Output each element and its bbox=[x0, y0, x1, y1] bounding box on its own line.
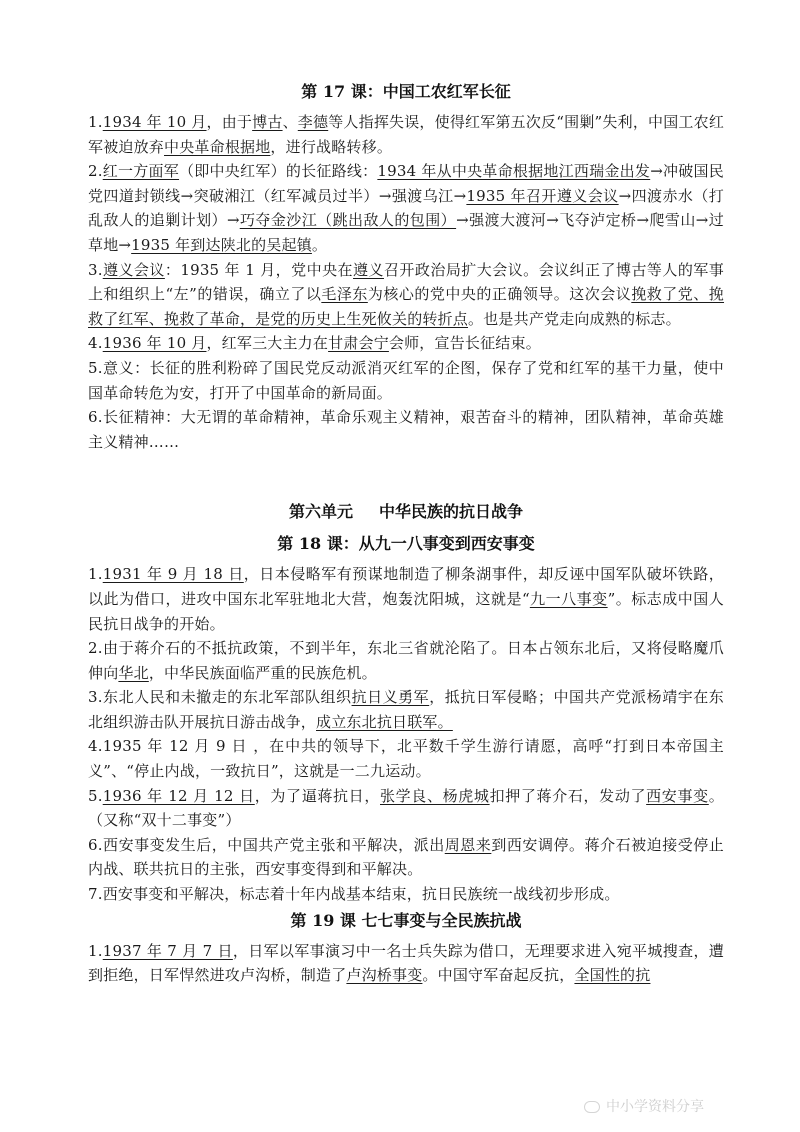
text-run: 5. bbox=[88, 786, 103, 805]
underlined-key-term: 华北 bbox=[118, 663, 149, 682]
underlined-key-term: 1934 年从中央革命根据地江西瑞金出发 bbox=[377, 162, 651, 181]
underlined-key-term: 周恩来 bbox=[444, 835, 492, 854]
lesson-17-point-5 bbox=[88, 356, 724, 405]
underlined-key-term: 遵义会议 bbox=[102, 260, 165, 279]
underlined-key-term: 巧夺金沙江（跳出敌人的包围） bbox=[239, 211, 457, 230]
text-run: ”。标志成中国人民抗日战争的开始。 bbox=[88, 589, 724, 633]
underlined-key-term: 卢沟桥事变 bbox=[346, 966, 423, 985]
text-run: 等人指挥失误，使得红军第五次反“围剿”失利，中国工农红军被迫放弃 bbox=[88, 113, 725, 156]
document-body bbox=[88, 78, 724, 988]
lesson-18-title: 第 18 课：从九一八事变到西安事变 bbox=[277, 534, 535, 554]
text-run: 2. bbox=[88, 162, 103, 181]
lesson-19-point-1 bbox=[88, 939, 724, 988]
text-run: 召开政治局扩大会议。会议纠正了博古等人的军事上和组织上“左”的错误，确立了以 bbox=[88, 260, 724, 304]
lesson-18-point-4 bbox=[88, 734, 724, 783]
text-run: 4.1935 年 12 月 9 日 ，在中共的领导下，北平数千学生游行请愿，高呼“打到日本帝国主义”、“停止内战，一致抗日”，这就是一二九运动。 bbox=[88, 737, 724, 781]
underlined-key-term: 挽救了党、挽救了红军、挽救了革命，是党的历史上生死攸关的转折点 bbox=[88, 285, 725, 328]
lesson-18-point-1 bbox=[88, 562, 724, 636]
underlined-key-term: 九一八事变 bbox=[529, 589, 608, 608]
underlined-key-term: 博古 bbox=[252, 113, 283, 131]
text-run: ，日本侵略军有预谋地制造了柳条湖事件，却反诬中国军队破坏铁路，以此为借口，进攻中国东北军驻地北大营，炮轰沈阳城，这就是“ bbox=[88, 565, 724, 608]
text-run: 6.长征精神：大无谓的革命精神，革命乐观主义精神，艰苦奋斗的精神，团队精神，革命英雄主义精神…… bbox=[88, 408, 724, 451]
unit-6-label: 第六单元 bbox=[288, 502, 353, 522]
text-run: 6.西安事变发生后，中国共产党主张和平解决，派出 bbox=[88, 835, 445, 854]
underlined-key-term: 遵义 bbox=[353, 260, 384, 279]
underlined-key-term: 1937 年 7 月 7 日 bbox=[102, 941, 233, 960]
text-run: 扣押了蒋介石，发动了 bbox=[489, 786, 647, 805]
text-run: ，由于 bbox=[206, 113, 253, 131]
text-run: 3.东北人民和未撤走的东北军部队组织 bbox=[88, 688, 352, 707]
text-run: 为核心的党中央的正确领导。这次会议 bbox=[367, 285, 632, 304]
underlined-key-term: 1931 年 9 月 18 日 bbox=[102, 565, 244, 584]
lesson-18-point-3 bbox=[88, 685, 724, 734]
lesson-17-point-1 bbox=[88, 110, 724, 159]
text-run: ：1935 年 1 月，党中央在 bbox=[164, 260, 354, 279]
underlined-key-term: 1936 年 12 月 12 日 bbox=[102, 786, 255, 805]
lesson-18-point-5 bbox=[88, 784, 724, 833]
text-run: 1. bbox=[88, 113, 103, 131]
lesson-18-point-7 bbox=[88, 882, 724, 907]
underlined-key-term: 西安事变 bbox=[646, 786, 709, 805]
text-run: →强渡大渡河→飞夺泸定桥→爬雪山→过草地→ bbox=[88, 211, 725, 254]
text-run: →冲破国民党四道封锁线→突破湘江（红军减员过半）→强渡乌江→ bbox=[88, 162, 724, 205]
underlined-key-term: 中央革命根据地 bbox=[164, 137, 271, 156]
underlined-key-term: 张学良、杨虎城 bbox=[380, 786, 490, 805]
lesson-17-point-6 bbox=[88, 405, 724, 454]
text-run: 5.意义：长征的胜利粉碎了国民党反动派消灭红军的企图，保存了党和红军的基干力量，使中国革命转危为安，打开了中国革命的新局面。 bbox=[88, 358, 724, 402]
text-run: 。也是共产党走向成熟的标志。 bbox=[468, 309, 681, 328]
text-run: 1. bbox=[88, 941, 103, 960]
wechat-icon bbox=[584, 1101, 600, 1113]
text-run: 会师，宣告长征结束。 bbox=[388, 334, 541, 353]
text-run: ，红军三大主力在 bbox=[206, 334, 329, 353]
text-run: →四渡赤水（打乱敌人的追剿计划）→ bbox=[88, 186, 724, 230]
text-run: 。中国守军奋起反抗， bbox=[422, 966, 575, 985]
text-run: 到西安调停。蒋介石被迫接受停止内战、联共抗日的主张，西安事变得到和平解决。 bbox=[88, 835, 724, 879]
underlined-key-term: 李德 bbox=[297, 113, 329, 131]
underlined-key-term: 红一方面军 bbox=[102, 162, 180, 181]
lesson-17-point-2 bbox=[88, 159, 724, 257]
lesson-18-point-6 bbox=[88, 833, 724, 882]
underlined-key-term: 毛泽东 bbox=[321, 285, 368, 304]
text-run: ，抵抗日军侵略；中国共产党派杨靖宇在东北组织游击队开展抗日游击战争， bbox=[88, 688, 724, 731]
underlined-key-term: 1934 年 10 月 bbox=[102, 113, 207, 131]
underlined-key-term: 甘肃会宁 bbox=[328, 334, 389, 353]
lesson-18-point-2 bbox=[88, 636, 724, 685]
text-run: 。 bbox=[311, 235, 328, 254]
watermark-text: 中小学资料分享 bbox=[606, 1099, 704, 1115]
underlined-key-term: 成立东北抗日联军。 bbox=[316, 712, 453, 731]
text-run: 7.西安事变和平解决，标志着十年内战基本结束，抗日民族统一战线初步形成。 bbox=[88, 885, 620, 904]
text-run: ，为了逼蒋抗日， bbox=[254, 786, 380, 805]
text-run: 3. bbox=[88, 260, 103, 279]
lesson-19-title: 第 19 课 七七事变与全民族抗战 bbox=[290, 910, 522, 930]
text-run: 2.由于蒋介石的不抵抗政策，不到半年，东北三省就沦陷了。日本占领东北后，又将侵略魔爪伸向 bbox=[88, 639, 724, 682]
unit-6-heading bbox=[88, 498, 724, 526]
text-run: 。（又称“双十二事变”） bbox=[88, 786, 724, 830]
text-run: （即中央红军）的长征路线： bbox=[179, 162, 378, 181]
text-run: ，日军以军事演习中一名士兵失踪为借口，无理要求进入宛平城搜查，遭到拒绝，日军悍然进攻卢沟桥，制造了 bbox=[88, 941, 725, 985]
unit-6-name: 中华民族的抗日战争 bbox=[379, 502, 524, 522]
underlined-key-term: 抗日义勇军 bbox=[351, 688, 430, 707]
text-run: ，进行战略转移。 bbox=[270, 137, 393, 156]
underlined-key-term: 1936 年 10 月 bbox=[102, 334, 207, 353]
text-run: 1. bbox=[88, 565, 103, 584]
underlined-key-term: 全国性的抗 bbox=[574, 966, 651, 985]
lesson-17-point-3 bbox=[88, 258, 724, 332]
underlined-key-term: 1935 年到达陕北的吴起镇 bbox=[131, 235, 312, 254]
text-run: 4. bbox=[88, 334, 103, 353]
text-run: 、 bbox=[282, 113, 298, 131]
text-run: ，中华民族面临严重的民族危机。 bbox=[148, 663, 377, 682]
watermark bbox=[584, 1096, 704, 1116]
lesson-17-point-4 bbox=[88, 331, 724, 356]
underlined-key-term: 1935 年召开遵义会议 bbox=[466, 186, 619, 205]
lesson-17-title: 第 17 课：中国工农红军长征 bbox=[301, 82, 511, 101]
